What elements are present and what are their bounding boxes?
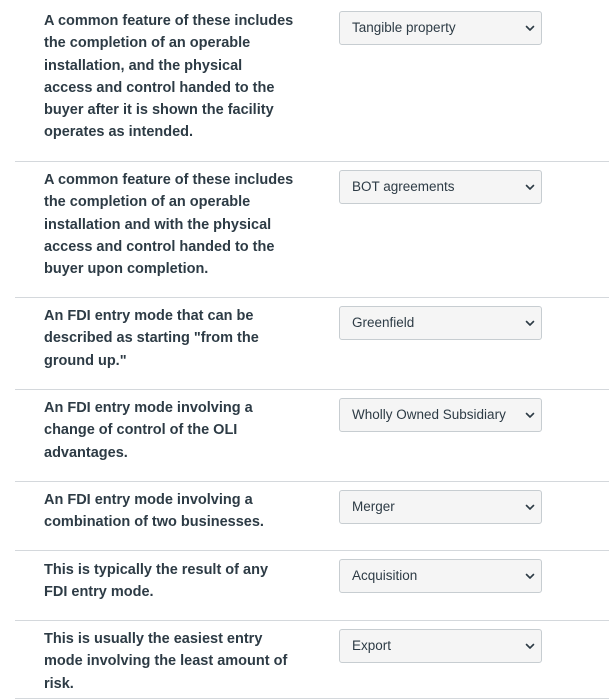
answer-select[interactable] bbox=[339, 306, 542, 340]
answer-select[interactable] bbox=[339, 629, 542, 663]
question-prompt: An FDI entry mode that can be described as starting "from the ground up." bbox=[44, 308, 259, 369]
answer-select[interactable] bbox=[339, 170, 542, 204]
answer-select-value: Greenfield bbox=[352, 315, 415, 330]
answer-select[interactable] bbox=[339, 11, 542, 45]
question-prompt: An FDI entry mode involving a change of control of the OLI advantages. bbox=[44, 400, 253, 461]
answer-select-value: Export bbox=[352, 638, 392, 653]
chevron-down-icon bbox=[525, 641, 535, 651]
question-row bbox=[15, 0, 609, 162]
answer-select-value: Wholly Owned Subsidiary bbox=[352, 407, 506, 422]
question-prompt: This is typically the result of any FDI entry mode. bbox=[44, 562, 269, 601]
chevron-down-icon bbox=[525, 318, 535, 328]
chevron-down-icon bbox=[525, 571, 535, 581]
answer-select-value: Merger bbox=[352, 499, 395, 514]
chevron-down-icon bbox=[525, 502, 535, 512]
chevron-down-icon bbox=[525, 182, 535, 192]
question-row bbox=[15, 162, 609, 298]
answer-select[interactable] bbox=[339, 490, 542, 524]
chevron-down-icon bbox=[525, 23, 535, 33]
answer-select-value: Tangible property bbox=[352, 20, 456, 35]
question-prompt: A common feature of these includes the completion of an operable installation and with the physical access and control handed to the buyer upon completion. bbox=[44, 172, 294, 278]
chevron-down-icon bbox=[525, 410, 535, 420]
question-row bbox=[15, 298, 609, 390]
question-row bbox=[15, 390, 609, 482]
question-row bbox=[15, 621, 609, 699]
question-prompt: An FDI entry mode involving a combination of two businesses. bbox=[44, 492, 264, 531]
question-prompt: A common feature of these includes the completion of an operable installation, and the physical access and control handed to the buyer after it is shown the facility operates as intended. bbox=[44, 13, 294, 141]
question-row bbox=[15, 482, 609, 551]
answer-select-value: Acquisition bbox=[352, 568, 418, 583]
question-prompt: This is usually the easiest entry mode involving the least amount of risk. bbox=[44, 631, 288, 692]
answer-select[interactable] bbox=[339, 398, 542, 432]
answer-select-value: BOT agreements bbox=[352, 179, 455, 194]
answer-select[interactable] bbox=[339, 559, 542, 593]
question-row bbox=[15, 551, 609, 621]
